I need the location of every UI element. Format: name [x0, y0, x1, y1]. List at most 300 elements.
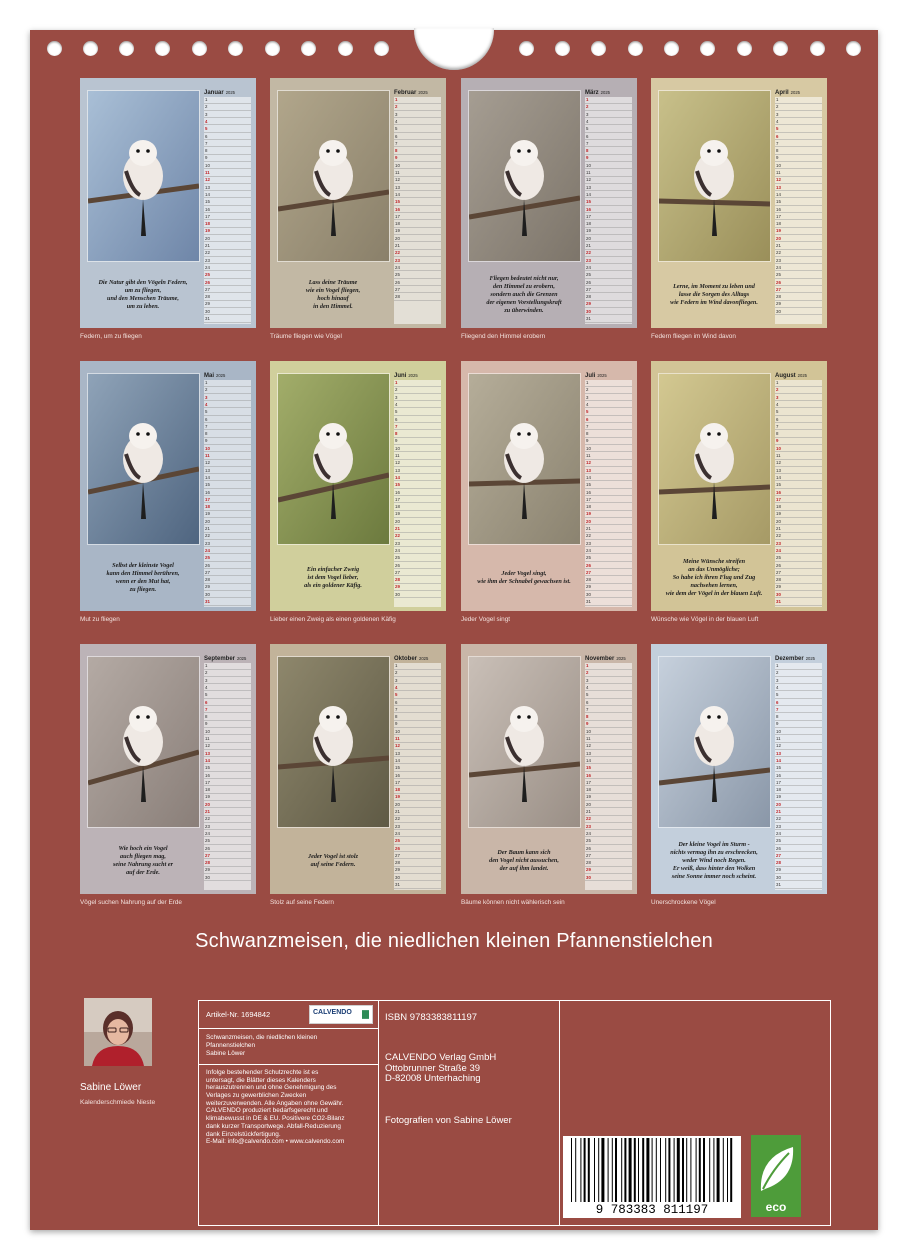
- day-row: 9: [394, 155, 441, 162]
- day-row: 17: [394, 497, 441, 504]
- day-row: 29: [775, 584, 822, 591]
- day-row: 6: [394, 700, 441, 707]
- day-row: 31: [204, 599, 251, 606]
- day-row: 21: [204, 809, 251, 816]
- day-row: 8: [394, 714, 441, 721]
- day-row: 23: [585, 824, 632, 831]
- day-row: 4: [204, 402, 251, 409]
- author-name: Sabine Löwer: [80, 1082, 142, 1093]
- day-row: 12: [204, 177, 251, 184]
- day-row: 19: [394, 228, 441, 235]
- month-caption: Fliegend den Himmel erobern: [461, 333, 546, 340]
- day-row: 19: [775, 511, 822, 518]
- day-row: 12: [585, 177, 632, 184]
- binding-hole: [519, 41, 534, 56]
- bird-photo: [277, 656, 390, 828]
- day-row: 15: [394, 482, 441, 489]
- day-row: 25: [775, 272, 822, 279]
- day-row: 15: [775, 199, 822, 206]
- day-row: 9: [585, 155, 632, 162]
- day-row: 17: [775, 780, 822, 787]
- day-row: 2: [394, 670, 441, 677]
- day-row: 9: [394, 721, 441, 728]
- legal-notice: Infolge bestehender Schutzrechte ist es untersagt, die Blätter dieses Kalenders herauszutrennen und ohne Genehmigung des Verlages zu gewerblichen Zwecken weiterzuverwenden. Alle Angaben ohne Gewähr. CALVENDO produziert bedarfsgerecht und klimabewusst in DE & EU. Positivere CO2-Bilanz dank kurzer Transportwege. Abfall-Reduzierung dank Einzelstückfertigung. E-Mail: info@calvendo.com • www.calvendo.com: [206, 1069, 345, 1146]
- day-row: 17: [585, 214, 632, 221]
- month-page-februar: [270, 78, 446, 328]
- day-row: 16: [204, 490, 251, 497]
- day-row: 16: [585, 207, 632, 214]
- month-quote: Selbst der kleinste Vogel kann den Himmel berühren, wenn er den Mut hat, zu fliegen.: [106, 562, 180, 593]
- day-row: 26: [394, 563, 441, 570]
- day-row: 29: [204, 584, 251, 591]
- binding-hole: [119, 41, 134, 56]
- hanging-cutout: [414, 28, 494, 70]
- day-row: 5: [775, 126, 822, 133]
- day-row: 7: [394, 141, 441, 148]
- day-row: 4: [204, 119, 251, 126]
- day-row: 22: [204, 816, 251, 823]
- day-row: 26: [585, 563, 632, 570]
- day-row: 3: [585, 395, 632, 402]
- day-row: 3: [585, 112, 632, 119]
- day-row: 2: [204, 387, 251, 394]
- day-row: 13: [585, 751, 632, 758]
- day-row: 25: [204, 555, 251, 562]
- day-row: 31: [585, 316, 632, 323]
- binding-hole: [192, 41, 207, 56]
- day-row: 16: [204, 207, 251, 214]
- day-row: 18: [585, 787, 632, 794]
- day-row: 17: [775, 497, 822, 504]
- day-row: 27: [775, 853, 822, 860]
- month-quote: Der kleine Vogel im Sturm - nichts vermag ihn zu erschrecken, weder Wind noch Regen. Er weiß, dass hinter den Wolken seine Sonne immer noch scheint.: [670, 841, 758, 880]
- barcode: [563, 1136, 741, 1218]
- day-row: 19: [204, 794, 251, 801]
- binding-hole: [810, 41, 825, 56]
- day-row: 25: [394, 838, 441, 845]
- bird-photo: [658, 373, 771, 545]
- day-row: 10: [394, 446, 441, 453]
- month-caption: Bäume können nicht wählerisch sein: [461, 899, 565, 906]
- day-row: 25: [204, 272, 251, 279]
- day-row: 30: [775, 309, 822, 316]
- day-row: 18: [394, 787, 441, 794]
- day-row: 1: [775, 380, 822, 387]
- day-row: 3: [204, 112, 251, 119]
- day-row: 17: [585, 497, 632, 504]
- day-row: 13: [204, 468, 251, 475]
- day-row: 10: [394, 163, 441, 170]
- month-name: Mai 2025: [204, 373, 226, 379]
- day-row: 6: [775, 417, 822, 424]
- month-caption: Träume fliegen wie Vögel: [270, 333, 342, 340]
- divider: [199, 1028, 378, 1029]
- day-row: 22: [394, 250, 441, 257]
- binding-hole: [555, 41, 570, 56]
- day-row: 23: [394, 258, 441, 265]
- day-row: 24: [585, 831, 632, 838]
- day-row: 12: [775, 460, 822, 467]
- day-row: 28: [775, 294, 822, 301]
- day-row: 26: [585, 280, 632, 287]
- month-caption: Federn fliegen im Wind davon: [651, 333, 736, 340]
- day-row: 3: [775, 395, 822, 402]
- day-row: 13: [394, 185, 441, 192]
- day-row: 25: [585, 555, 632, 562]
- month-day-grid: [775, 371, 822, 607]
- day-row: 6: [204, 700, 251, 707]
- day-row: 18: [585, 221, 632, 228]
- day-row: 13: [775, 468, 822, 475]
- month-name: Oktober 2025: [394, 656, 429, 662]
- eco-badge: eco: [751, 1135, 801, 1217]
- month-day-grid: [585, 371, 632, 607]
- day-row: 22: [775, 250, 822, 257]
- binding-hole: [228, 41, 243, 56]
- day-row: 25: [585, 838, 632, 845]
- month-caption: Vögel suchen Nahrung auf der Erde: [80, 899, 182, 906]
- day-row: 9: [585, 438, 632, 445]
- day-row: 8: [204, 148, 251, 155]
- day-row: 2: [775, 670, 822, 677]
- day-row: 12: [204, 460, 251, 467]
- month-quote: Die Natur gibt den Vögeln Federn, um zu fliegen, und den Menschen Träume, um zu leben.: [98, 279, 188, 310]
- day-row: 8: [204, 431, 251, 438]
- day-row: 13: [775, 185, 822, 192]
- day-row: 17: [775, 214, 822, 221]
- day-row: 7: [204, 424, 251, 431]
- isbn: ISBN 9783383811197: [385, 1012, 478, 1023]
- day-row: 9: [585, 721, 632, 728]
- day-row: 10: [585, 729, 632, 736]
- day-row: 20: [775, 802, 822, 809]
- day-row: 11: [585, 453, 632, 460]
- bird-photo: [658, 90, 771, 262]
- day-row: 1: [204, 380, 251, 387]
- day-row: 11: [585, 736, 632, 743]
- day-row: 23: [204, 258, 251, 265]
- day-row: 27: [775, 287, 822, 294]
- month-name: Januar 2025: [204, 90, 236, 96]
- day-row: 11: [204, 170, 251, 177]
- month-caption: Federn, um zu fliegen: [80, 333, 142, 340]
- day-row: 18: [775, 221, 822, 228]
- day-row: 20: [394, 236, 441, 243]
- month-page-mai: [80, 361, 256, 611]
- day-row: 8: [775, 148, 822, 155]
- day-row: 10: [775, 163, 822, 170]
- day-row: 30: [394, 592, 441, 599]
- day-row: 5: [204, 409, 251, 416]
- binding-hole: [374, 41, 389, 56]
- day-row: 13: [204, 185, 251, 192]
- binding-hole: [301, 41, 316, 56]
- day-row: 12: [585, 460, 632, 467]
- day-row: 10: [775, 446, 822, 453]
- leaf-icon: [751, 1139, 801, 1199]
- month-quote: Jeder Vogel singt, wie ihm der Schnabel gewachsen ist.: [477, 570, 571, 585]
- photo-credit: Fotografien von Sabine Löwer: [385, 1115, 512, 1126]
- day-row: 8: [585, 148, 632, 155]
- day-row: 27: [204, 287, 251, 294]
- day-row: 14: [585, 475, 632, 482]
- month-caption: Stolz auf seine Federn: [270, 899, 334, 906]
- bird-photo: [658, 656, 771, 828]
- day-row: 18: [204, 787, 251, 794]
- day-row: 13: [394, 468, 441, 475]
- day-row: 19: [585, 794, 632, 801]
- day-row: 5: [585, 409, 632, 416]
- month-page-september: [80, 644, 256, 894]
- month-day-grid: [204, 88, 251, 324]
- day-row: 10: [775, 729, 822, 736]
- day-row: 11: [204, 453, 251, 460]
- day-row: 20: [585, 802, 632, 809]
- product-info-box: [198, 1000, 831, 1226]
- day-row: 10: [204, 729, 251, 736]
- day-row: 17: [394, 780, 441, 787]
- day-row: 2: [585, 104, 632, 111]
- day-row: 10: [585, 446, 632, 453]
- day-row: 12: [394, 743, 441, 750]
- binding-holes: [30, 30, 878, 70]
- day-row: 29: [204, 301, 251, 308]
- day-row: 11: [394, 170, 441, 177]
- day-row: 16: [394, 207, 441, 214]
- day-row: 26: [775, 563, 822, 570]
- day-row: 21: [204, 526, 251, 533]
- day-row: 11: [775, 170, 822, 177]
- month-name: Juli 2025: [585, 373, 607, 379]
- month-caption: Wünsche wie Vögel in der blauen Luft: [651, 616, 759, 623]
- month-caption: Mut zu fliegen: [80, 616, 120, 623]
- day-row: 30: [204, 875, 251, 882]
- day-row: 26: [204, 846, 251, 853]
- day-row: 22: [585, 250, 632, 257]
- day-row: 23: [585, 258, 632, 265]
- author-subtitle: Kalenderschmiede Nieste: [80, 1099, 156, 1106]
- day-row: 2: [585, 670, 632, 677]
- day-row: 12: [394, 177, 441, 184]
- bird-photo: [468, 656, 581, 828]
- day-row: 3: [204, 395, 251, 402]
- day-row: 3: [204, 678, 251, 685]
- day-row: 16: [585, 773, 632, 780]
- day-row: 3: [775, 678, 822, 685]
- day-row: 21: [775, 526, 822, 533]
- barcode-bars: [563, 1138, 741, 1204]
- day-row: 23: [204, 824, 251, 831]
- day-row: 14: [204, 192, 251, 199]
- day-row: 30: [585, 592, 632, 599]
- day-row: 8: [585, 714, 632, 721]
- day-row: 29: [585, 584, 632, 591]
- day-row: 8: [204, 714, 251, 721]
- day-row: 30: [775, 592, 822, 599]
- day-row: 23: [204, 541, 251, 548]
- day-row: 11: [394, 453, 441, 460]
- day-row: 1: [585, 97, 632, 104]
- day-row: 25: [775, 555, 822, 562]
- day-row: 11: [204, 736, 251, 743]
- day-row: 7: [775, 424, 822, 431]
- day-row: 22: [204, 250, 251, 257]
- day-row: 31: [775, 882, 822, 889]
- day-row: 17: [204, 780, 251, 787]
- day-row: 12: [775, 743, 822, 750]
- day-row: 27: [394, 570, 441, 577]
- day-row: 20: [585, 236, 632, 243]
- day-row: 10: [204, 446, 251, 453]
- day-row: 28: [585, 860, 632, 867]
- binding-hole: [664, 41, 679, 56]
- day-row: 27: [204, 570, 251, 577]
- day-row: 14: [204, 475, 251, 482]
- day-row: 13: [585, 468, 632, 475]
- day-row: 31: [204, 316, 251, 323]
- day-row: 8: [585, 431, 632, 438]
- month-quote: Meine Wünsche streifen an das Unmögliche; So habe ich ihren Flug und Zug nachsehen lernen, wie dem der Vögel in der blauen Luft.: [665, 558, 763, 597]
- day-row: 6: [394, 134, 441, 141]
- day-row: 16: [585, 490, 632, 497]
- day-row: 27: [394, 287, 441, 294]
- day-row: 20: [585, 519, 632, 526]
- day-row: 24: [394, 831, 441, 838]
- day-row: 6: [585, 417, 632, 424]
- day-row: 16: [394, 773, 441, 780]
- day-row: 22: [585, 533, 632, 540]
- day-row: 23: [775, 541, 822, 548]
- day-row: 23: [585, 541, 632, 548]
- day-row: 13: [394, 751, 441, 758]
- bird-photo: [277, 90, 390, 262]
- day-row: 28: [585, 577, 632, 584]
- day-row: 24: [585, 548, 632, 555]
- day-row: 24: [585, 265, 632, 272]
- month-page-august: [651, 361, 827, 611]
- binding-hole: [628, 41, 643, 56]
- binding-hole: [591, 41, 606, 56]
- day-row: 13: [204, 751, 251, 758]
- day-row: 4: [585, 685, 632, 692]
- day-row: 30: [585, 875, 632, 882]
- day-row: 3: [394, 678, 441, 685]
- day-row: 1: [394, 663, 441, 670]
- day-row: 28: [204, 294, 251, 301]
- day-row: 11: [775, 453, 822, 460]
- month-day-grid: [394, 371, 441, 607]
- day-row: 1: [394, 97, 441, 104]
- day-row: 23: [775, 258, 822, 265]
- day-row: 31: [585, 599, 632, 606]
- day-row: 15: [204, 482, 251, 489]
- day-row: 30: [585, 309, 632, 316]
- day-row: 14: [775, 475, 822, 482]
- day-row: 29: [204, 867, 251, 874]
- day-row: 27: [585, 570, 632, 577]
- day-row: 4: [585, 119, 632, 126]
- day-row: 13: [585, 185, 632, 192]
- day-row: 28: [585, 294, 632, 301]
- month-page-dezember: [651, 644, 827, 894]
- day-row: 22: [394, 533, 441, 540]
- day-row: 21: [585, 243, 632, 250]
- day-row: 21: [585, 526, 632, 533]
- day-row: 21: [204, 243, 251, 250]
- binding-hole: [737, 41, 752, 56]
- day-row: 5: [204, 126, 251, 133]
- day-row: 28: [394, 860, 441, 867]
- day-row: 11: [585, 170, 632, 177]
- day-row: 6: [775, 700, 822, 707]
- calendar-back-page: [30, 30, 878, 1230]
- day-row: 27: [204, 853, 251, 860]
- month-quote: Lass deine Träume wie ein Vogel fliegen, hoch hinauf in den Himmel.: [305, 279, 361, 310]
- day-row: 26: [775, 280, 822, 287]
- month-quote: Fliegen bedeutet nicht nur, den Himmel zu erobern, sondern auch die Grenzen der eigenen Vorstellungskraft zu überwinden.: [486, 275, 562, 314]
- binding-hole: [773, 41, 788, 56]
- day-row: 28: [394, 577, 441, 584]
- day-row: 23: [775, 824, 822, 831]
- day-row: 3: [394, 395, 441, 402]
- day-row: 20: [775, 236, 822, 243]
- day-row: 4: [775, 685, 822, 692]
- month-page-juli: [461, 361, 637, 611]
- day-row: 19: [585, 228, 632, 235]
- day-row: 16: [204, 773, 251, 780]
- day-row: 2: [585, 387, 632, 394]
- day-row: 23: [394, 824, 441, 831]
- day-row: 22: [775, 816, 822, 823]
- day-row: 6: [585, 134, 632, 141]
- binding-hole: [846, 41, 861, 56]
- day-row: 5: [585, 692, 632, 699]
- day-row: 26: [394, 280, 441, 287]
- day-row: 20: [394, 802, 441, 809]
- day-row: 22: [775, 533, 822, 540]
- day-row: 6: [394, 417, 441, 424]
- day-row: 24: [204, 831, 251, 838]
- day-row: 18: [585, 504, 632, 511]
- day-row: 12: [394, 460, 441, 467]
- day-row: 19: [775, 228, 822, 235]
- day-row: 10: [585, 163, 632, 170]
- day-row: 9: [394, 438, 441, 445]
- day-row: 21: [394, 243, 441, 250]
- day-row: 15: [204, 765, 251, 772]
- month-page-märz: [461, 78, 637, 328]
- day-row: 24: [775, 548, 822, 555]
- logo-mark-icon: [362, 1010, 369, 1019]
- day-row: 29: [394, 867, 441, 874]
- day-row: 7: [775, 707, 822, 714]
- day-row: 30: [204, 592, 251, 599]
- month-quote: Lerne, im Moment zu leben und lasse die Sorgen des Alltags wie Federn im Wind davonfliegen.: [670, 283, 758, 306]
- bird-photo: [87, 656, 200, 828]
- month-page-april: [651, 78, 827, 328]
- day-row: 7: [204, 707, 251, 714]
- day-row: 15: [775, 765, 822, 772]
- month-name: November 2025: [585, 656, 626, 662]
- day-row: 18: [394, 221, 441, 228]
- day-row: 17: [394, 214, 441, 221]
- day-row: 19: [775, 794, 822, 801]
- calvendo-logo: CALVENDO: [309, 1005, 373, 1024]
- day-row: 1: [585, 380, 632, 387]
- day-row: 14: [775, 192, 822, 199]
- day-row: 2: [394, 104, 441, 111]
- day-row: 6: [204, 134, 251, 141]
